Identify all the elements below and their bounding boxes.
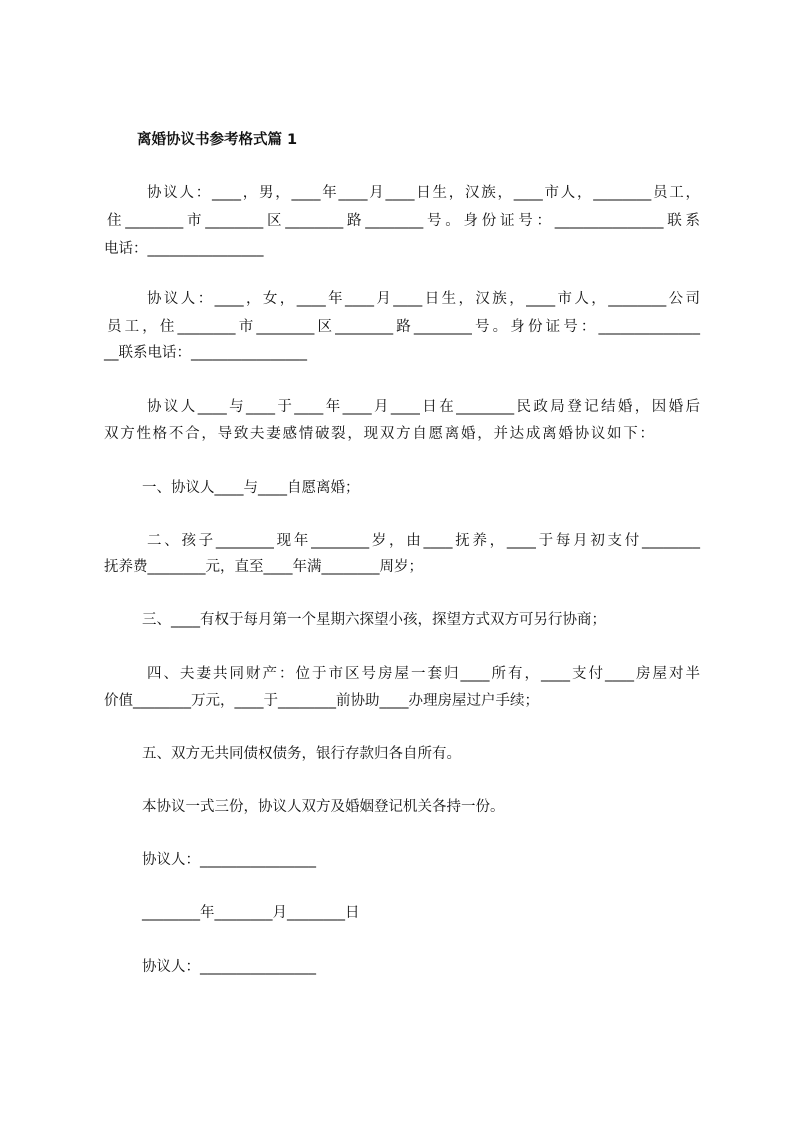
clause-1: 一、协议人____与____自愿离婚； bbox=[142, 480, 360, 496]
text-line: 协议人____与____于____年____月____日在________民政局登记结婚，因婚后 bbox=[147, 399, 700, 415]
text-line: 协议人：____，男，____年____月____日生，汉族，____市人，________员工， bbox=[147, 185, 700, 201]
signature-line-1: 协议人：________________ bbox=[142, 852, 316, 868]
text-line: 电话：________________ bbox=[104, 241, 264, 257]
text-line: 双方性格不合，导致夫妻感情破裂，现双方自愿离婚，并达成离婚协议如下： bbox=[104, 426, 654, 442]
text-line: 员工，住________市________区________路________号。身份证号：______________ bbox=[107, 319, 700, 335]
date-line: ________年________月________日 bbox=[142, 905, 360, 921]
signature-line-2: 协议人：________________ bbox=[142, 959, 316, 975]
text-line: 二、孩子________现年________岁，由____抚养，____于每月初支付________ bbox=[147, 533, 700, 549]
text-line: 协议人：____，女，____年____月____日生，汉族，____市人，________公司 bbox=[147, 291, 700, 307]
document-title: 离婚协议书参考格式篇 1 bbox=[137, 132, 298, 148]
text-line: 住________市________区________路________号。身份证号：_______________联系 bbox=[107, 213, 700, 229]
copies-statement: 本协议一式三份，协议人双方及婚姻登记机关各持一份。 bbox=[142, 799, 505, 815]
clause-5: 五、双方无共同债权债务，银行存款归各自所有。 bbox=[142, 746, 461, 762]
text-line: 价值________万元，____于________前协助____办理房屋过户手续； bbox=[104, 693, 539, 709]
text-line: 抚养费________元，直至____年满________周岁； bbox=[104, 559, 423, 575]
text-line: __联系电话：________________ bbox=[104, 345, 307, 361]
text-line: 四、夫妻共同财产：位于市区号房屋一套归____所有，____支付____房屋对半 bbox=[147, 666, 700, 682]
clause-3: 三、____有权于每月第一个星期六探望小孩，探望方式双方可另行协商； bbox=[142, 612, 606, 628]
